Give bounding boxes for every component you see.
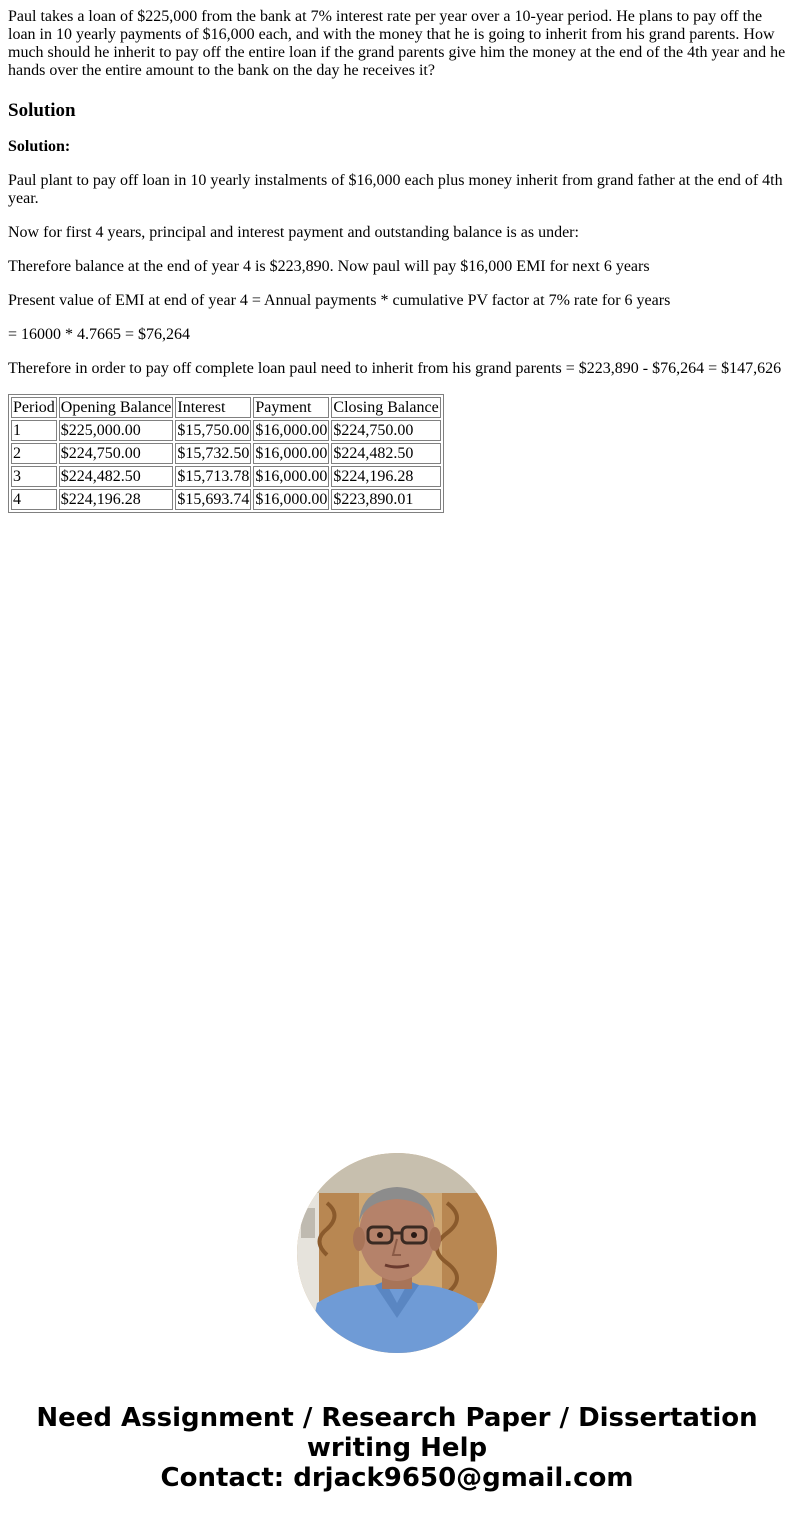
table-cell: $15,713.78 — [177, 468, 250, 485]
paragraph-pv-formula: Present value of EMI at end of year 4 = Annual payments * cumulative PV factor at 7% rate for 6 years — [8, 292, 671, 309]
paragraph-conclusion: Therefore in order to pay off complete loan paul need to inherit from his grand parents = $223,890 - $76,264 = $147,626 — [8, 360, 782, 377]
table-row — [11, 466, 441, 487]
table-cell: $224,196.28 — [331, 466, 440, 487]
question-text: Paul takes a loan of $225,000 from the bank at 7% interest rate per year over a 10-year period. He plans to pay off the loan in 10 yearly payments of $16,000 each, and with the money that he is going to inherit from his grand parents. How much should he inherit to pay off the entire loan if the grand parents give him the money at the end of the 4th year and he hands over the entire amount to the bank on the day he receives it? — [8, 8, 786, 79]
author-avatar — [297, 1153, 497, 1353]
author-portrait-image — [297, 1153, 497, 1353]
footer-contact: Contact: drjack9650@gmail.com — [160, 1463, 634, 1493]
header-cell-interest: Interest — [175, 397, 251, 418]
table-cell: $224,482.50 — [59, 466, 174, 487]
table-cell: 2 — [11, 443, 57, 464]
paragraph-pv-calc: = 16000 * 4.7665 = $76,264 — [8, 326, 191, 343]
table-cell: $15,750.00 — [177, 422, 250, 439]
table-cell: $225,000.00 — [59, 420, 174, 441]
table-cell: $224,750.00 — [59, 443, 174, 464]
table-cell: $16,000.00 — [255, 422, 328, 439]
table-cell: $15,732.50 — [177, 445, 250, 462]
solution-label: Solution: — [8, 138, 71, 155]
header-cell-opening-balance: Opening Balance — [60, 399, 172, 416]
amortization-table — [8, 394, 444, 513]
table-cell: $15,693.74 — [177, 491, 250, 508]
table-cell: 1 — [11, 420, 57, 441]
table-cell: $16,000.00 — [255, 445, 328, 462]
table-cell: 3 — [11, 466, 57, 487]
table-header-row — [11, 397, 441, 418]
table-cell: $223,890.01 — [331, 489, 440, 510]
solution-heading: Solution — [8, 100, 76, 121]
table-cell: $224,750.00 — [331, 420, 440, 441]
table-cell: 4 — [11, 489, 57, 510]
table-row — [11, 443, 441, 464]
footer-banner — [0, 1403, 794, 1493]
paragraph-balance: Therefore balance at the end of year 4 is $223,890. Now paul will pay $16,000 EMI for next 6 years — [8, 258, 650, 275]
table-row — [11, 420, 441, 441]
table-row — [11, 489, 441, 510]
header-cell-payment: Payment — [253, 397, 329, 418]
paragraph-intro-table: Now for first 4 years, principal and interest payment and outstanding balance is as under: — [8, 224, 579, 241]
paragraph-plan: Paul plant to pay off loan in 10 yearly instalments of $16,000 each plus money inherit from grand father at the end of 4th year. — [8, 172, 783, 207]
table-cell: $16,000.00 — [255, 468, 328, 485]
document-body — [0, 0, 794, 513]
header-cell-period: Period — [13, 399, 55, 416]
header-cell-closing-balance: Closing Balance — [333, 399, 439, 416]
footer-line-2: writing Help — [306, 1433, 488, 1463]
table-cell: $16,000.00 — [255, 491, 328, 508]
table-cell: $224,482.50 — [331, 443, 440, 464]
table-cell: $224,196.28 — [59, 489, 174, 510]
footer-line-1: Need Assignment / Research Paper / Dissertation — [36, 1403, 758, 1433]
